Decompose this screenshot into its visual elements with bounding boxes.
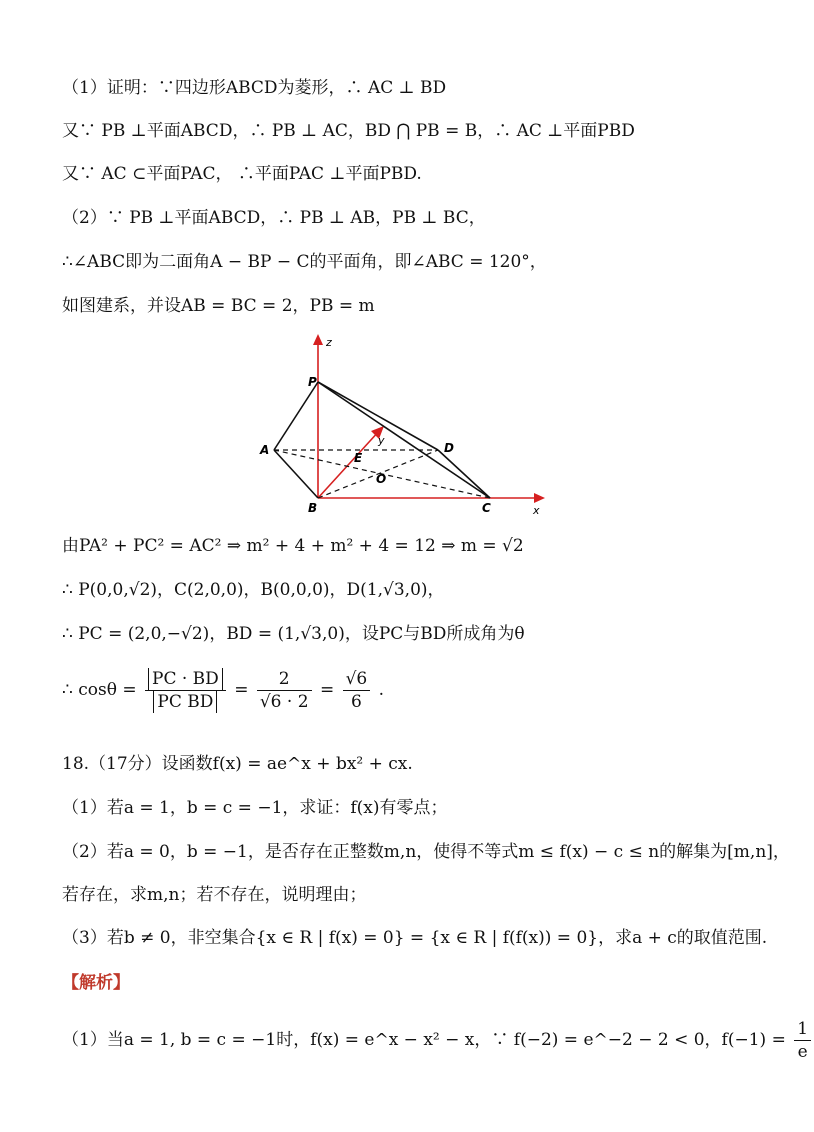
analysis-text: （1）当a = 1, b = c = −1时，f(x) = e^x − x² − x，∵ f(−2) = e^−2 − 2 < 0，f(−1) =	[62, 1030, 786, 1050]
problem18-title: 18.（17分）设函数f(x) = ae^x + bx² + cx.	[62, 754, 413, 774]
y-axis	[318, 430, 380, 498]
cos-fraction-1	[145, 668, 226, 713]
edge-AB	[274, 450, 318, 498]
x-axis-arrow	[534, 493, 545, 503]
vectors: ∴ PC = (2,0,−√2)，BD = (1,√3,0)，设PC与BD所成角为θ	[62, 624, 525, 644]
cos-den: PC BD	[153, 691, 217, 713]
end-period: .	[378, 680, 385, 700]
label-A: A	[260, 443, 270, 457]
coordinates: ∴ P(0,0,√2)，C(2,0,0)，B(0,0,0)，D(1,√3,0)，	[62, 580, 445, 600]
cos-prefix: ∴ cosθ =	[62, 680, 137, 700]
part1-line3: 又∵ AC ⊂平面PAC， ∴平面PAC ⊥平面PBD.	[62, 164, 422, 184]
solve-m: 由PA² + PC² = AC² ⇒ m² + 4 + m² + 4 = 12 ⇒ m = √2	[62, 536, 524, 556]
cos-formula	[62, 668, 384, 713]
label-B: B	[308, 501, 318, 515]
problem18-q2b: 若存在，求m,n；若不存在，说明理由；	[62, 885, 367, 905]
pyramid-figure	[240, 330, 560, 520]
cos-num: PC · BD	[148, 668, 223, 690]
label-x: x	[533, 504, 540, 517]
z-axis-arrow	[313, 334, 323, 345]
label-D: D	[444, 441, 454, 455]
problem18-q1: （1）若a = 1，b = c = −1，求证：f(x)有零点；	[62, 798, 448, 818]
edge-PA	[274, 382, 318, 450]
analysis-frac-num: 1	[794, 1018, 811, 1041]
part2-line3: 如图建系，并设AB = BC = 2，PB = m	[62, 296, 375, 316]
label-C: C	[482, 501, 491, 515]
part1-line2: 又∵ PB ⊥平面ABCD，∴ PB ⊥ AC，BD ⋂ PB = B，∴ AC ⊥平面PBD	[62, 121, 635, 141]
cos-fraction-2	[257, 668, 312, 713]
eq-sign-2: =	[319, 680, 335, 700]
label-z: z	[326, 336, 332, 349]
problem18-q2: （2）若a = 0，b = −1，是否存在正整数m,n，使得不等式m ≤ f(x) − c ≤ n的解集为[m,n]，	[62, 842, 790, 862]
label-P: P	[308, 375, 317, 389]
analysis-line1	[62, 1018, 814, 1063]
part2-line2: ∴∠ABC即为二面角A − BP − C的平面角，即∠ABC = 120°，	[62, 252, 547, 272]
cos-fraction-3	[343, 668, 371, 713]
part2-line1: （2）∵ PB ⊥平面ABCD，∴ PB ⊥ AB，PB ⊥ BC，	[62, 208, 486, 228]
frac2-num: 2	[257, 668, 312, 691]
problem18-q3: （3）若b ≠ 0，非空集合{x ∈ R | f(x) = 0} = {x ∈ R | f(f(x)) = 0}，求a + c的取值范围.	[62, 928, 768, 948]
analysis-frac-den: e	[797, 1042, 808, 1062]
analysis-fraction	[794, 1018, 811, 1063]
eq-sign-1: =	[234, 680, 249, 700]
frac2-den: √6 · 2	[259, 692, 309, 712]
analysis-tag: 【解析】	[62, 973, 130, 993]
label-O: O	[376, 472, 387, 486]
edge-PC	[318, 382, 490, 498]
label-E: E	[354, 451, 363, 465]
frac3-den: 6	[351, 692, 362, 712]
part1-line1: （1）证明：∵四边形ABCD为菱形，∴ AC ⊥ BD	[62, 78, 447, 98]
label-y: y	[378, 434, 385, 447]
frac3-num: √6	[343, 668, 371, 691]
edge-DC	[438, 450, 490, 498]
